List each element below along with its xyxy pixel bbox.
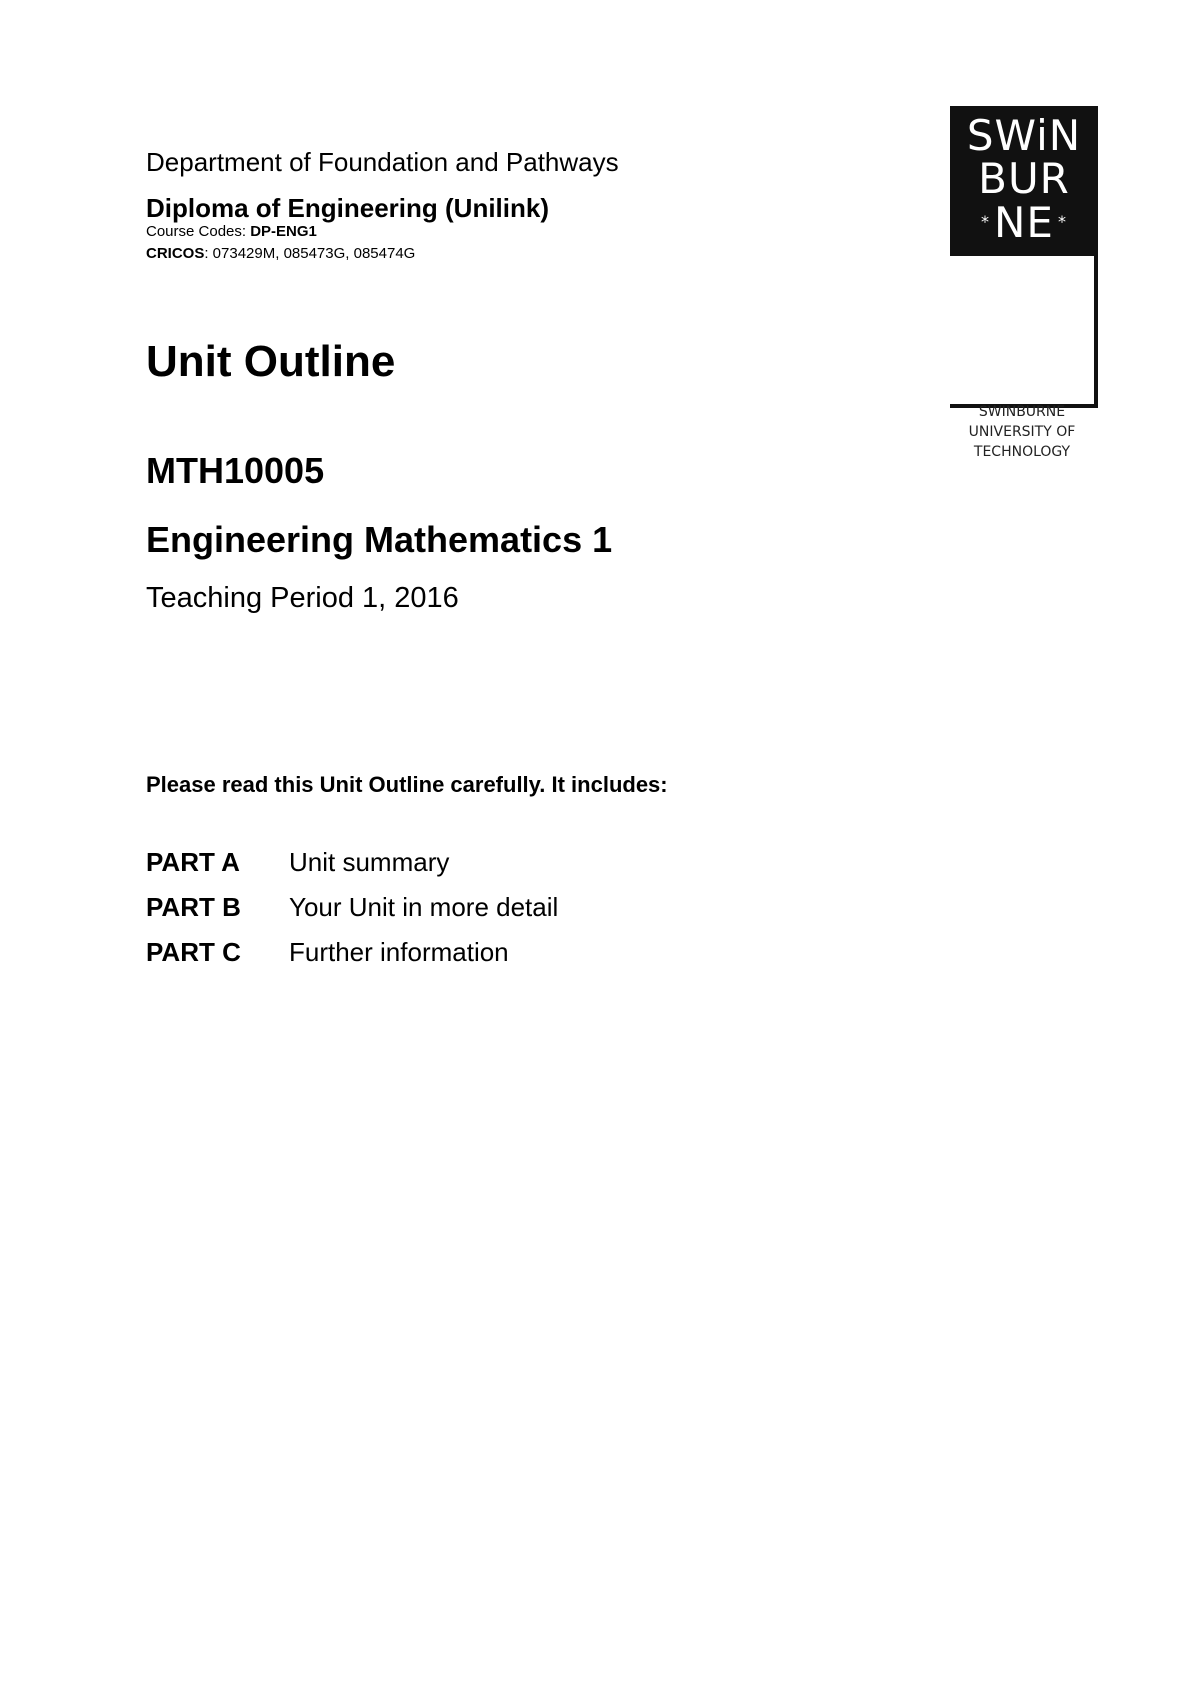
part-description: Further information (289, 937, 509, 967)
logo-line-2: BUR (978, 154, 1070, 203)
part-label: PART B (146, 892, 241, 922)
part-label: PART A (146, 847, 240, 877)
intro-note: Please read this Unit Outline carefully. It includes: (146, 772, 668, 797)
logo-name-block (950, 256, 1098, 460)
logo-wordmark-block (950, 106, 1098, 256)
cricos-codes (146, 245, 415, 263)
course-codes-label: Course Codes: (146, 223, 251, 240)
document-title: Unit Outline (146, 337, 396, 386)
cricos-label: CRICOS (146, 245, 205, 262)
logo-line-3-text: NE (994, 198, 1054, 247)
logo-star-right-icon: * (1057, 211, 1067, 231)
part-description: Unit summary (289, 847, 450, 877)
course-codes (146, 223, 317, 241)
university-logo (950, 106, 1098, 460)
cricos-value: : 073429M, 085473G, 085474G (204, 245, 416, 262)
logo-subtitle-1: SWINBURNE (978, 404, 1066, 420)
logo-subtitle-2: UNIVERSITY OF (968, 424, 1076, 440)
unit-name: Engineering Mathematics 1 (146, 519, 613, 560)
logo-subtitle-3: TECHNOLOGY (973, 444, 1071, 460)
diploma-title: Diploma of Engineering (Unilink) (146, 193, 549, 223)
part-label: PART C (146, 937, 241, 967)
department-name: Department of Foundation and Pathways (146, 147, 619, 177)
part-description: Your Unit in more detail (289, 892, 559, 922)
teaching-period: Teaching Period 1, 2016 (146, 582, 459, 614)
logo-line-1: SWiN (966, 111, 1082, 160)
unit-code: MTH10005 (146, 450, 325, 491)
logo-line-3 (950, 198, 1098, 247)
course-codes-value: DP-ENG1 (250, 223, 317, 240)
logo-star-left-icon: * (981, 211, 991, 231)
